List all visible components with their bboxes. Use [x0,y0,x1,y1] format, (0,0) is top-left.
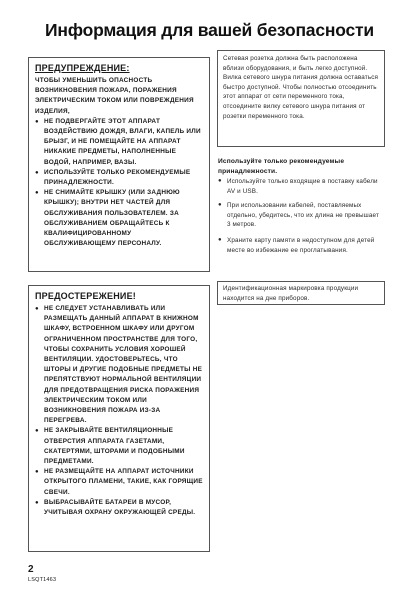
page-number: 2 [28,564,34,575]
accessories-heading: Используйте только рекомендуемые принадлежности. [218,158,345,175]
caution-item: ● ВЫБРАСЫВАЙТЕ БАТАРЕИ В МУСОР, УЧИТЫВАЯ ОХРАНУ ОКРУЖАЮЩЕЙ СРЕДЫ. [35,498,204,518]
accessories-item: ● Храните карту памяти в недоступном для детей месте во избежание ее проглатывания. [218,236,384,255]
page-title: Информация для вашей безопасности [45,20,374,40]
caution-heading: ПРЕДОСТЕРЕЖЕНИЕ! [35,291,136,301]
id-text: Идентификационная маркировка продукции находится на дне приборов. [223,285,359,302]
caution-item: ● НЕ СЛЕДУЕТ УСТАНАВЛИВАТЬ ИЛИ РАЗМЕЩАТЬ ДАННЫЙ АППАРАТ В КНИЖНОМ ШКАФУ, ВСТРОЕННОМ ШКАФУ ИЛИ ДРУГОМ ОГРАНИЧЕННОМ ПРОСТРАНСТВЕ ДЛЯ ТОГО, ЧТОБЫ СОХРАНИТЬ УСЛОВИЯ ХОРОШЕЙ ВЕНТИЛЯЦИИ. УДОСТОВЕРЬТЕСЬ, ЧТО ШТОРЫ И ДРУГИЕ ПОДОБНЫЕ ПРЕДМЕТЫ НЕ ПРЕПЯТСТВУЮТ НОРМАЛЬНОЙ ВЕНТИЛЯЦИИ ДЛЯ ПРЕДОТВРАЩЕНИЯ РИСКА ПОРАЖЕНИЯ ЭЛЕКТРИЧЕСКИМ ТОКОМ ИЛИ ВОЗНИКНОВЕНИЯ ПОЖАРА ИЗ-ЗА ПЕРЕГРЕВА. [35,304,204,426]
warning-heading: ПРЕДУПРЕЖДЕНИЕ: [35,63,130,73]
accessories-item: ● Используйте только входящие в поставку кабели AV и USB. [218,177,384,196]
accessories-item: ● При использовании кабелей, поставляемых отдельно, убедитесь, что их длина не превышает 3 метров. [218,201,384,230]
caution-box [28,285,210,552]
warning-item: ● НЕ СНИМАЙТЕ КРЫШКУ (ИЛИ ЗАДНЮЮ КРЫШКУ); ВНУТРИ НЕТ ЧАСТЕЙ ДЛЯ ОБСЛУЖИВАНИЯ ПОЛЬЗОВАТЕЛЕМ. ЗА ОБСЛУЖИВАНИЕМ ОБРАЩАЙТЕСЬ К КВАЛИФИЦИРОВАННОМУ ОБСЛУЖИВАЮЩЕМУ ПЕРСОНАЛУ. [35,188,204,249]
id-box [217,281,385,305]
document-code: LSQT1463 [28,577,57,583]
warning-item: ● ИСПОЛЬЗУЙТЕ ТОЛЬКО РЕКОМЕНДУЕМЫЕ ПРИНАДЛЕЖНОСТИ. [35,168,204,188]
caution-item: ● НЕ ЗАКРЫВАЙТЕ ВЕНТИЛЯЦИОННЫЕ ОТВЕРСТИЯ АППАРАТА ГАЗЕТАМИ, СКАТЕРТЯМИ, ШТОРАМИ И ПОДОБНЫМИ ПРЕДМЕТАМИ. [35,426,204,467]
outlet-text: Сетевая розетка должна быть расположена вблизи оборудования, и быть легко доступной. Вилка сетевого шнура питания должна оставаться быстро доступной. Чтобы полностью отсоединить этот аппарат от сети переменного тока, отсоедините вилку сетевого шнура питания от розетки переменного тока. [223,55,379,120]
warning-item: ● НЕ ПОДВЕРГАЙТЕ ЭТОТ АППАРАТ ВОЗДЕЙСТВИЮ ДОЖДЯ, ВЛАГИ, КАПЕЛЬ ИЛИ БРЫЗГ, И НЕ ПОМЕЩАЙТЕ НА АППАРАТ НИКАКИЕ ПРЕДМЕТЫ, НАПОЛНЕННЫЕ ВОДОЙ, НАПРИМЕР, ВАЗЫ. [35,117,204,168]
warning-list [35,117,204,250]
accessories-list [218,177,384,260]
warning-box [28,57,210,272]
caution-list [35,304,204,518]
warning-intro: ЧТОБЫ УМЕНЬШИТЬ ОПАСНОСТЬ ВОЗНИКНОВЕНИЯ ПОЖАРА, ПОРАЖЕНИЯ ЭЛЕКТРИЧЕСКИМ ТОКОМ ИЛИ ПОВРЕЖДЕНИЯ ИЗДЕЛИЯ, [35,77,194,115]
outlet-box [217,50,385,147]
caution-item: ● НЕ РАЗМЕЩАЙТЕ НА АППАРАТ ИСТОЧНИКИ ОТКРЫТОГО ПЛАМЕНИ, ТАКИЕ, КАК ГОРЯЩИЕ СВЕЧИ. [35,467,204,498]
